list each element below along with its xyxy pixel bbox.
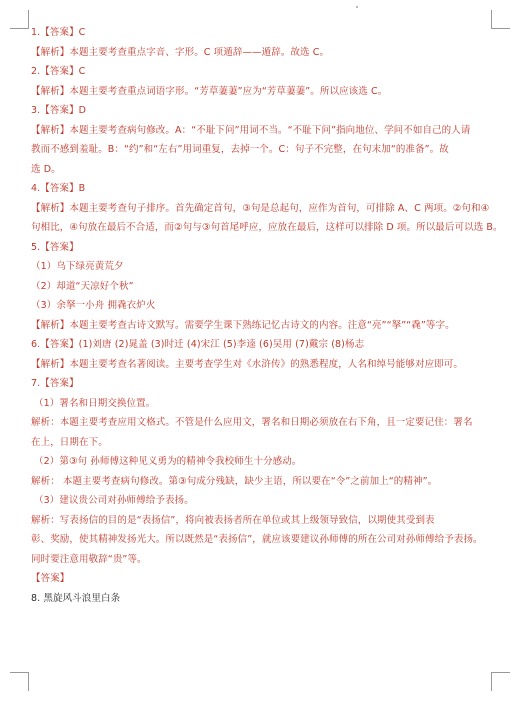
answer-item: （3）建议贵公司对孙师傅给予表扬。 xyxy=(34,495,194,506)
document-body xyxy=(31,23,503,608)
analysis-continuation: 同时要注意用敬辞“贵”等。 xyxy=(31,553,147,565)
analysis-line: 【解析】本题主要考查名著阅读。主要考查学生对《水浒传》的熟悉程度，人名和绰号能够对应即可。 xyxy=(31,358,464,370)
analysis-continuation: 在上，日期在下。 xyxy=(31,436,108,448)
answer-line: 3.【答案】D xyxy=(31,105,87,116)
answer-item: （2）第③句 孙师傅这种见义勇为的精神令我校师生十分感动。 xyxy=(34,456,302,467)
question-line: 8. 黑旋风斗浪里白条 xyxy=(31,592,121,604)
analysis-continuation: 句相比，④句放在最后不合适，而②句与③句首尾呼应，应放在最后，这样可以排除 D 项。所以最后可以选 B。 xyxy=(31,222,503,233)
corner-mark-top-left xyxy=(10,10,29,29)
answer-line: 2.【答案】C xyxy=(31,66,86,77)
answer-line: 6.【答案】(1)刘唐 (2)晁盖 (3)时迁 (4)宋江 (5)李逵 (6)吴用 (7)戴宗 (8)杨志 xyxy=(31,339,365,350)
corner-mark-top-right xyxy=(491,10,510,29)
answer-line: 5.【答案】 xyxy=(31,241,79,253)
answer-item: （3）余拏一小舟 拥毳衣炉火 xyxy=(31,300,156,311)
analysis-line: 【解析】本题主要考查病句修改。A：“不耻下问”用词不当。“不耻下问”指向地位、学问不如自己的人请 xyxy=(31,124,471,136)
analysis-line: 【解析】本题主要考查重点字音、字形。C 项遁辞——遁辞。故选 C。 xyxy=(31,46,330,58)
corner-mark-bottom-left xyxy=(10,672,29,691)
answer-line: 【答案】 xyxy=(31,573,70,584)
analysis-line: 解析： 本题主要考查病句修改。第③句成分残缺，缺少主语，所以要在“令”之前加上“的精神”。 xyxy=(31,475,438,487)
answer-item: （1）署名和日期交换位置。 xyxy=(34,397,156,409)
answer-line: 7.【答案】 xyxy=(31,378,79,389)
page-dot xyxy=(356,6,358,8)
analysis-continuation: 彰、奖励，使其精神发扬光大。所以既然是“表扬信”，就应该要建议孙师傅的所在公司对孙师傅给予表扬。 xyxy=(31,534,483,545)
analysis-continuation: 教而不感到羞耻。B：“约”和“左右”用词重复，去掉一个。C：句子不完整，在句末加“的准备”。故 xyxy=(31,144,449,155)
analysis-line: 解析：写表扬信的目的是“表扬信”，将向被表扬者所在单位或其上级领导致信，以期使其受到表 xyxy=(31,514,435,526)
answer-item: （1）乌下绿亮黄荒夕 xyxy=(31,261,124,272)
analysis-continuation: 选 D。 xyxy=(31,163,61,175)
analysis-line: 解析：本题主要考查应用文格式。不管是什么应用文，署名和日期必须放在右下角，且一定要记住：署名 xyxy=(31,417,473,428)
analysis-line: 【解析】本题主要考查句子排序。首先确定首句，③句是总起句，应作为首句，可排除 A、C 两项。②句和④ xyxy=(31,202,490,214)
answer-line: 4.【答案】B xyxy=(31,183,86,194)
corner-mark-bottom-right xyxy=(491,672,510,691)
analysis-line: 【解析】本题主要考查重点词语字形。“芳草萋萋”应为“芳草萋萋”。所以应该选 C。 xyxy=(31,85,388,97)
analysis-line: 【解析】本题主要考查古诗文默写。需要学生课下熟练记忆古诗文的内容。注意“亮”“拏”“毳”等字。 xyxy=(31,319,455,331)
answer-item: （2）却道“天凉好个秋” xyxy=(31,280,134,292)
answer-line: 1.【答案】C xyxy=(31,27,86,38)
